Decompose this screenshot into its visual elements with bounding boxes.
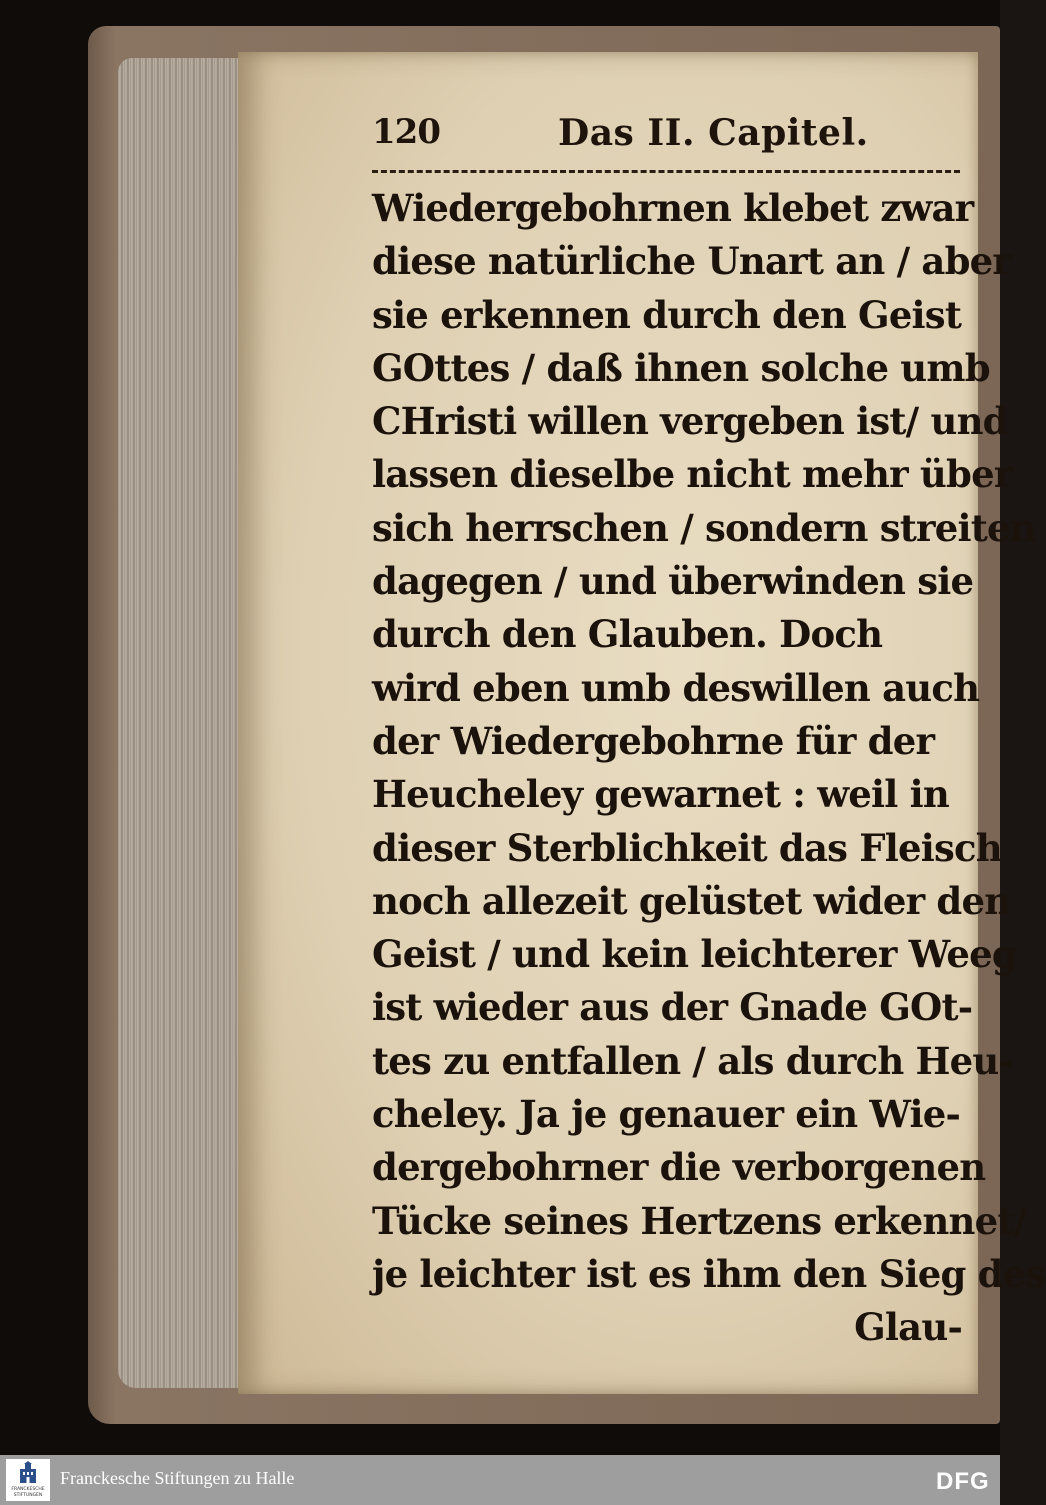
- institution-logo[interactable]: [6, 1459, 50, 1501]
- text-line: Tücke seines Hertzens erkennet/: [372, 1198, 1027, 1243]
- body-text: [372, 182, 1046, 1355]
- page-edges: [118, 58, 246, 1388]
- text-line: lassen dieselbe nicht mehr über: [372, 452, 1013, 497]
- text-line: dieser Sterblichkeit das Fleisch: [372, 825, 1002, 870]
- text-line: Wiedergebohrnen klebet zwar: [372, 186, 974, 230]
- text-line: sie erkennen durch den Geist: [372, 292, 962, 337]
- text-line: dagegen / und überwinden sie: [372, 559, 974, 604]
- text-line: dergebohrner die verborgenen: [372, 1145, 986, 1190]
- text-line: der Wiedergebohrne für der: [372, 718, 935, 763]
- text-line: je leichter ist es ihm den Sieg des: [372, 1251, 1046, 1296]
- dfg-logo[interactable]: [934, 1465, 994, 1495]
- text-line: wird eben umb deswillen auch: [372, 665, 980, 710]
- logo-text: FRANCKESCHE STIFTUNGEN: [11, 1487, 45, 1498]
- institution-name[interactable]: Franckesche Stiftungen zu Halle: [60, 1468, 295, 1488]
- text-line: durch den Glauben. Doch: [372, 612, 883, 657]
- chapter-title: Das II. Capitel.: [558, 112, 869, 154]
- text-line: noch allezeit gelüstet wider den: [372, 878, 1011, 923]
- text-line: tes zu entfallen / als durch Heu-: [372, 1038, 1014, 1083]
- running-head: [372, 112, 962, 162]
- page-number: 120: [372, 112, 440, 152]
- header-rule: [372, 170, 960, 173]
- text-line: Heucheley gewarnet : weil in: [372, 772, 949, 817]
- text-line: Geist / und kein leichterer Weeg: [372, 932, 1017, 977]
- text-line: cheley. Ja je genauer ein Wie-: [372, 1092, 961, 1137]
- footer-bar: [0, 1455, 1000, 1505]
- catchword: Glau-: [854, 1305, 962, 1350]
- text-line: GOttes / daß ihnen solche umb: [372, 345, 990, 390]
- text-line: CHristi willen vergeben ist/ und: [372, 399, 1008, 444]
- dfg-logo-text: DFG: [936, 1468, 990, 1495]
- text-line: ist wieder aus der Gnade GOt-: [372, 985, 973, 1030]
- text-line: diese natürliche Unart an / aber: [372, 239, 1012, 284]
- building-icon: [17, 1461, 39, 1485]
- text-line: sich herrschen / sondern streiten: [372, 505, 1036, 550]
